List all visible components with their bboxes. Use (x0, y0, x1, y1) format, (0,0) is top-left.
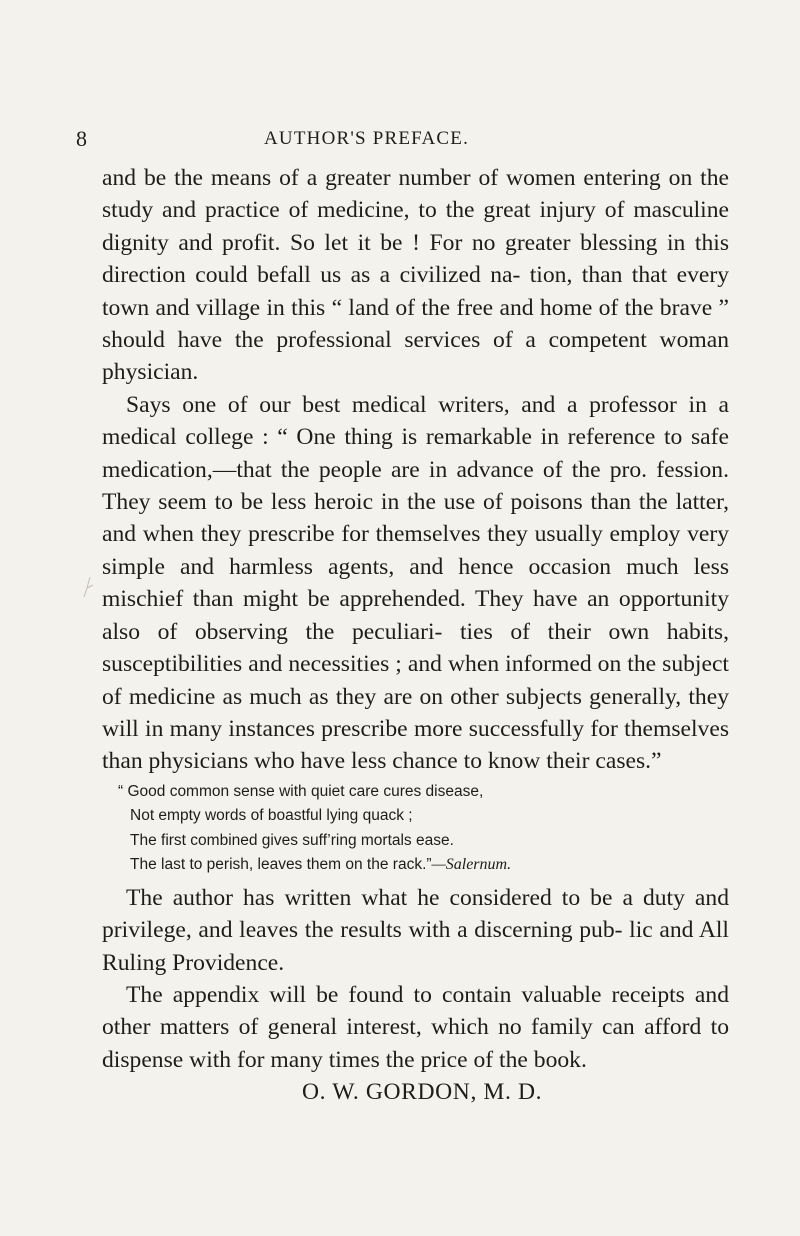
verse-quotation (102, 780, 729, 878)
paragraph: The appendix will be found to contain valuable receipts and other matters of general interest, which no family can afford to dispense with for many times the price of the book. (102, 981, 729, 1073)
pencil-mark-icon (81, 576, 95, 606)
verse-line-text: The last to perish, leaves them on the rack.” (130, 856, 432, 874)
verse-line: The first combined gives suff’ring mortals ease. (130, 831, 454, 849)
quote-source: —Salernum. (431, 856, 512, 874)
preface-text (102, 162, 729, 1109)
verse-line: “ Good common sense with quiet care cures disease, (118, 782, 484, 800)
page-header (76, 124, 716, 154)
verse-line: Not empty words of boastful lying quack ; (130, 807, 413, 825)
paragraph: Says one of our best medical writers, and a professor in a medical college : “ One thing is remarkable in reference to safe medication,—that the people are in advance of the pro. fession. They seem to be less heroic in the use of poisons than the latter, and when they prescribe for themselves they usually employ very simple and harmless agents, and hence occasion much less mischief than might be apprehended. They have an opportunity also of observing the peculiari- ties of their own habits, susceptibilities and necessities ; and when informed on the subject of medicine as much as they are on other subjects generally, they will in many instances prescribe more successfully for themselves than physicians who have less chance to know their cases.” (102, 391, 729, 775)
page-number: 8 (76, 126, 87, 151)
author-signature: O. W. GORDON, M. D. (302, 1079, 543, 1106)
verse-line (102, 853, 729, 878)
running-head: AUTHOR'S PREFACE. (264, 128, 470, 149)
paragraph: The author has written what he considered to be a duty and privilege, and leaves the results with a discerning pub- lic and All Ruling Providence. (102, 884, 729, 976)
paragraph: and be the means of a greater number of women entering on the study and practice of medicine, to the great injury of masculine dignity and profit. So let it be ! For no greater blessing in this direction could befall us as a civilized na- tion, than that every town and village in this “ land of the free and home of the brave ” should have the professional services of a competent woman physician. (102, 165, 729, 386)
